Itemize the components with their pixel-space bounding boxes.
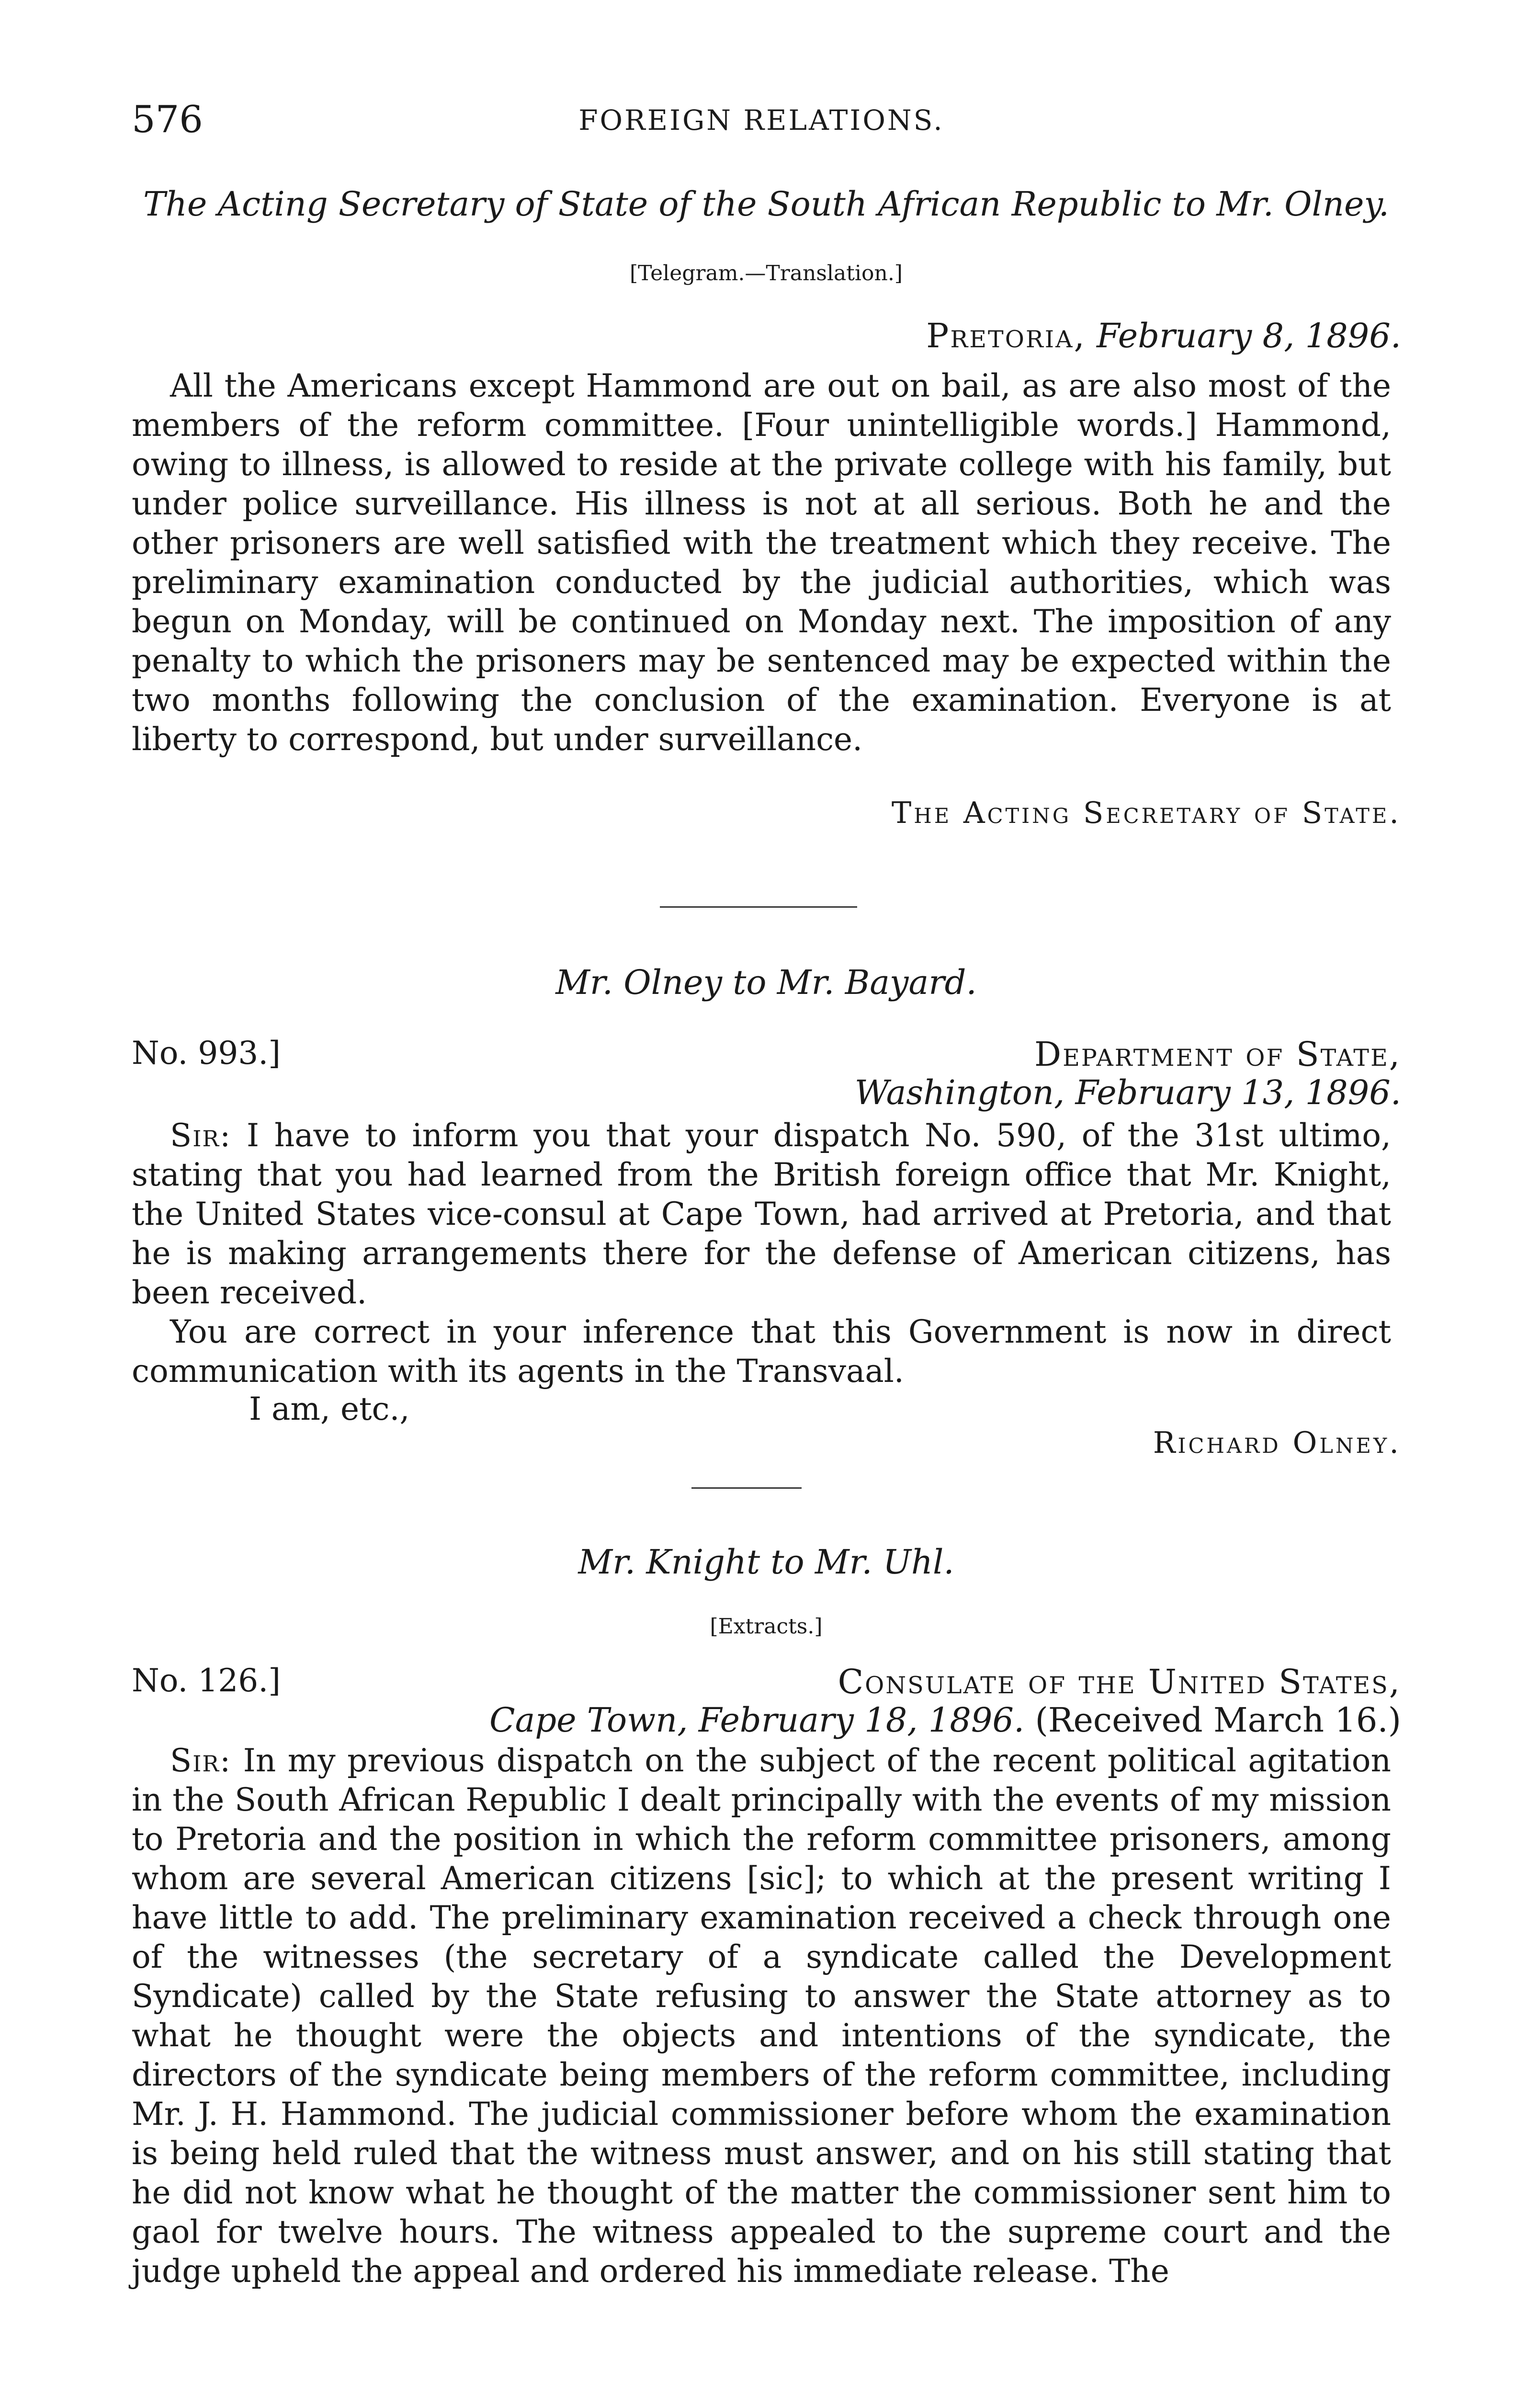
section2-place: Washington, [854, 1073, 1065, 1112]
section3-received: (Received March 16.) [1035, 1700, 1401, 1740]
running-head: FOREIGN RELATIONS. [578, 104, 944, 137]
section3-doc-number: No. 126.] [132, 1662, 281, 1699]
section3-title: Mr. Knight to Mr. Uhl. [578, 1542, 954, 1582]
section1-body [132, 366, 1391, 759]
section3-paragraph-text: In my previous dispatch on the subject of the recent political agitation in the South African Republic I dealt principally with the events of my mission to Pretoria and the position in which the reform committee prisoners, among whom are several American citizens [sic]; to which at the present writing I have little to add. The preliminary examination received a check through one of the witnesses (the secretary of a syndicate called the Development Syndicate) called by the State refusing to answer the State attorney as to what he thought were the objects and intentions of the syndicate, the directors of the syndicate being members of the reform committee, including Mr. J. H. Hammond. The judicial commissioner before whom the examination is being held ruled that the witness must answer, and on his still stating that he did not know what he thought of the matter the commissioner sent him to gaol for twelve hours. The witness appealed to the supreme court and the judge upheld the appeal and ordered his immediate release. The [132, 1742, 1392, 2290]
section2-closing: I am, etc., [249, 1391, 410, 1427]
section2-body [132, 1116, 1391, 1391]
section3-salutation: Sir: [170, 1742, 232, 1779]
section1-signature: The Acting Secretary of State. [891, 795, 1401, 830]
section2-department [1034, 1035, 1401, 1074]
section1-place: Pretoria, [926, 316, 1086, 355]
section2-paragraph1 [132, 1116, 1391, 1312]
section3-dateline [489, 1700, 1401, 1740]
section1-title: The Acting Secretary of State of the South African Republic to Mr. Olney. [143, 184, 1389, 224]
page-header [132, 98, 1391, 141]
section1-paragraph: All the Americans except Hammond are out on bail, as are also most of the members of the reform committee. [Four unintelligible words.] Hammond, owing to illness, is allowed to reside at the private college with his family, but under police surveillance. His illness is not at all serious. Both he and the other prisoners are well satisfied with the treatment which they receive. The preliminary examination conducted by the judicial authorities, which was begun on Monday, will be continued on Monday next. The imposition of any penalty to which the prisoners may be sentenced may be expected within the two months following the conclusion of the examination. Everyone is at liberty to correspond, but under surveillance. [132, 367, 1391, 758]
section1-note: [Telegram.—Translation.] [630, 261, 903, 285]
section1-dateline [926, 316, 1401, 355]
section1-date: February 8, 1896. [1097, 316, 1401, 355]
section-divider [660, 906, 857, 908]
section3-body [132, 1741, 1391, 2291]
section-divider-2 [691, 1487, 802, 1489]
section3-date: February 18, 1896. [698, 1700, 1025, 1740]
section2-paragraph2: You are correct in your inference that this Government is now in direct communication with its agents in the Transvaal. [132, 1313, 1391, 1390]
section2-doc-number: No. 993.] [132, 1035, 281, 1072]
section2-title: Mr. Olney to Mr. Bayard. [555, 963, 977, 1002]
section3-place: Cape Town, [489, 1700, 688, 1740]
section3-consulate-name: Consulate of the United States, [838, 1662, 1401, 1701]
page-number: 576 [132, 98, 203, 141]
section3-consulate [838, 1662, 1401, 1701]
section2-paragraph1-text: I have to inform you that your dispatch No. 590, of the 31st ultimo, stating that you had learned from the British foreign office that Mr. Knight, the United States vice-consul at Cape Town, had arrived at Pretoria, and that he is making arrangements there for the defense of American citizens, has been received. [132, 1117, 1391, 1311]
section2-dateline [855, 1073, 1401, 1112]
section3-note: [Extracts.] [710, 1614, 823, 1639]
section3-paragraph [132, 1741, 1391, 2291]
section2-department-name: Department of State, [1034, 1035, 1401, 1074]
section2-signature: Richard Olney. [1153, 1425, 1401, 1460]
section2-salutation: Sir: [170, 1117, 232, 1154]
section2-date: February 13, 1896. [1075, 1073, 1401, 1112]
